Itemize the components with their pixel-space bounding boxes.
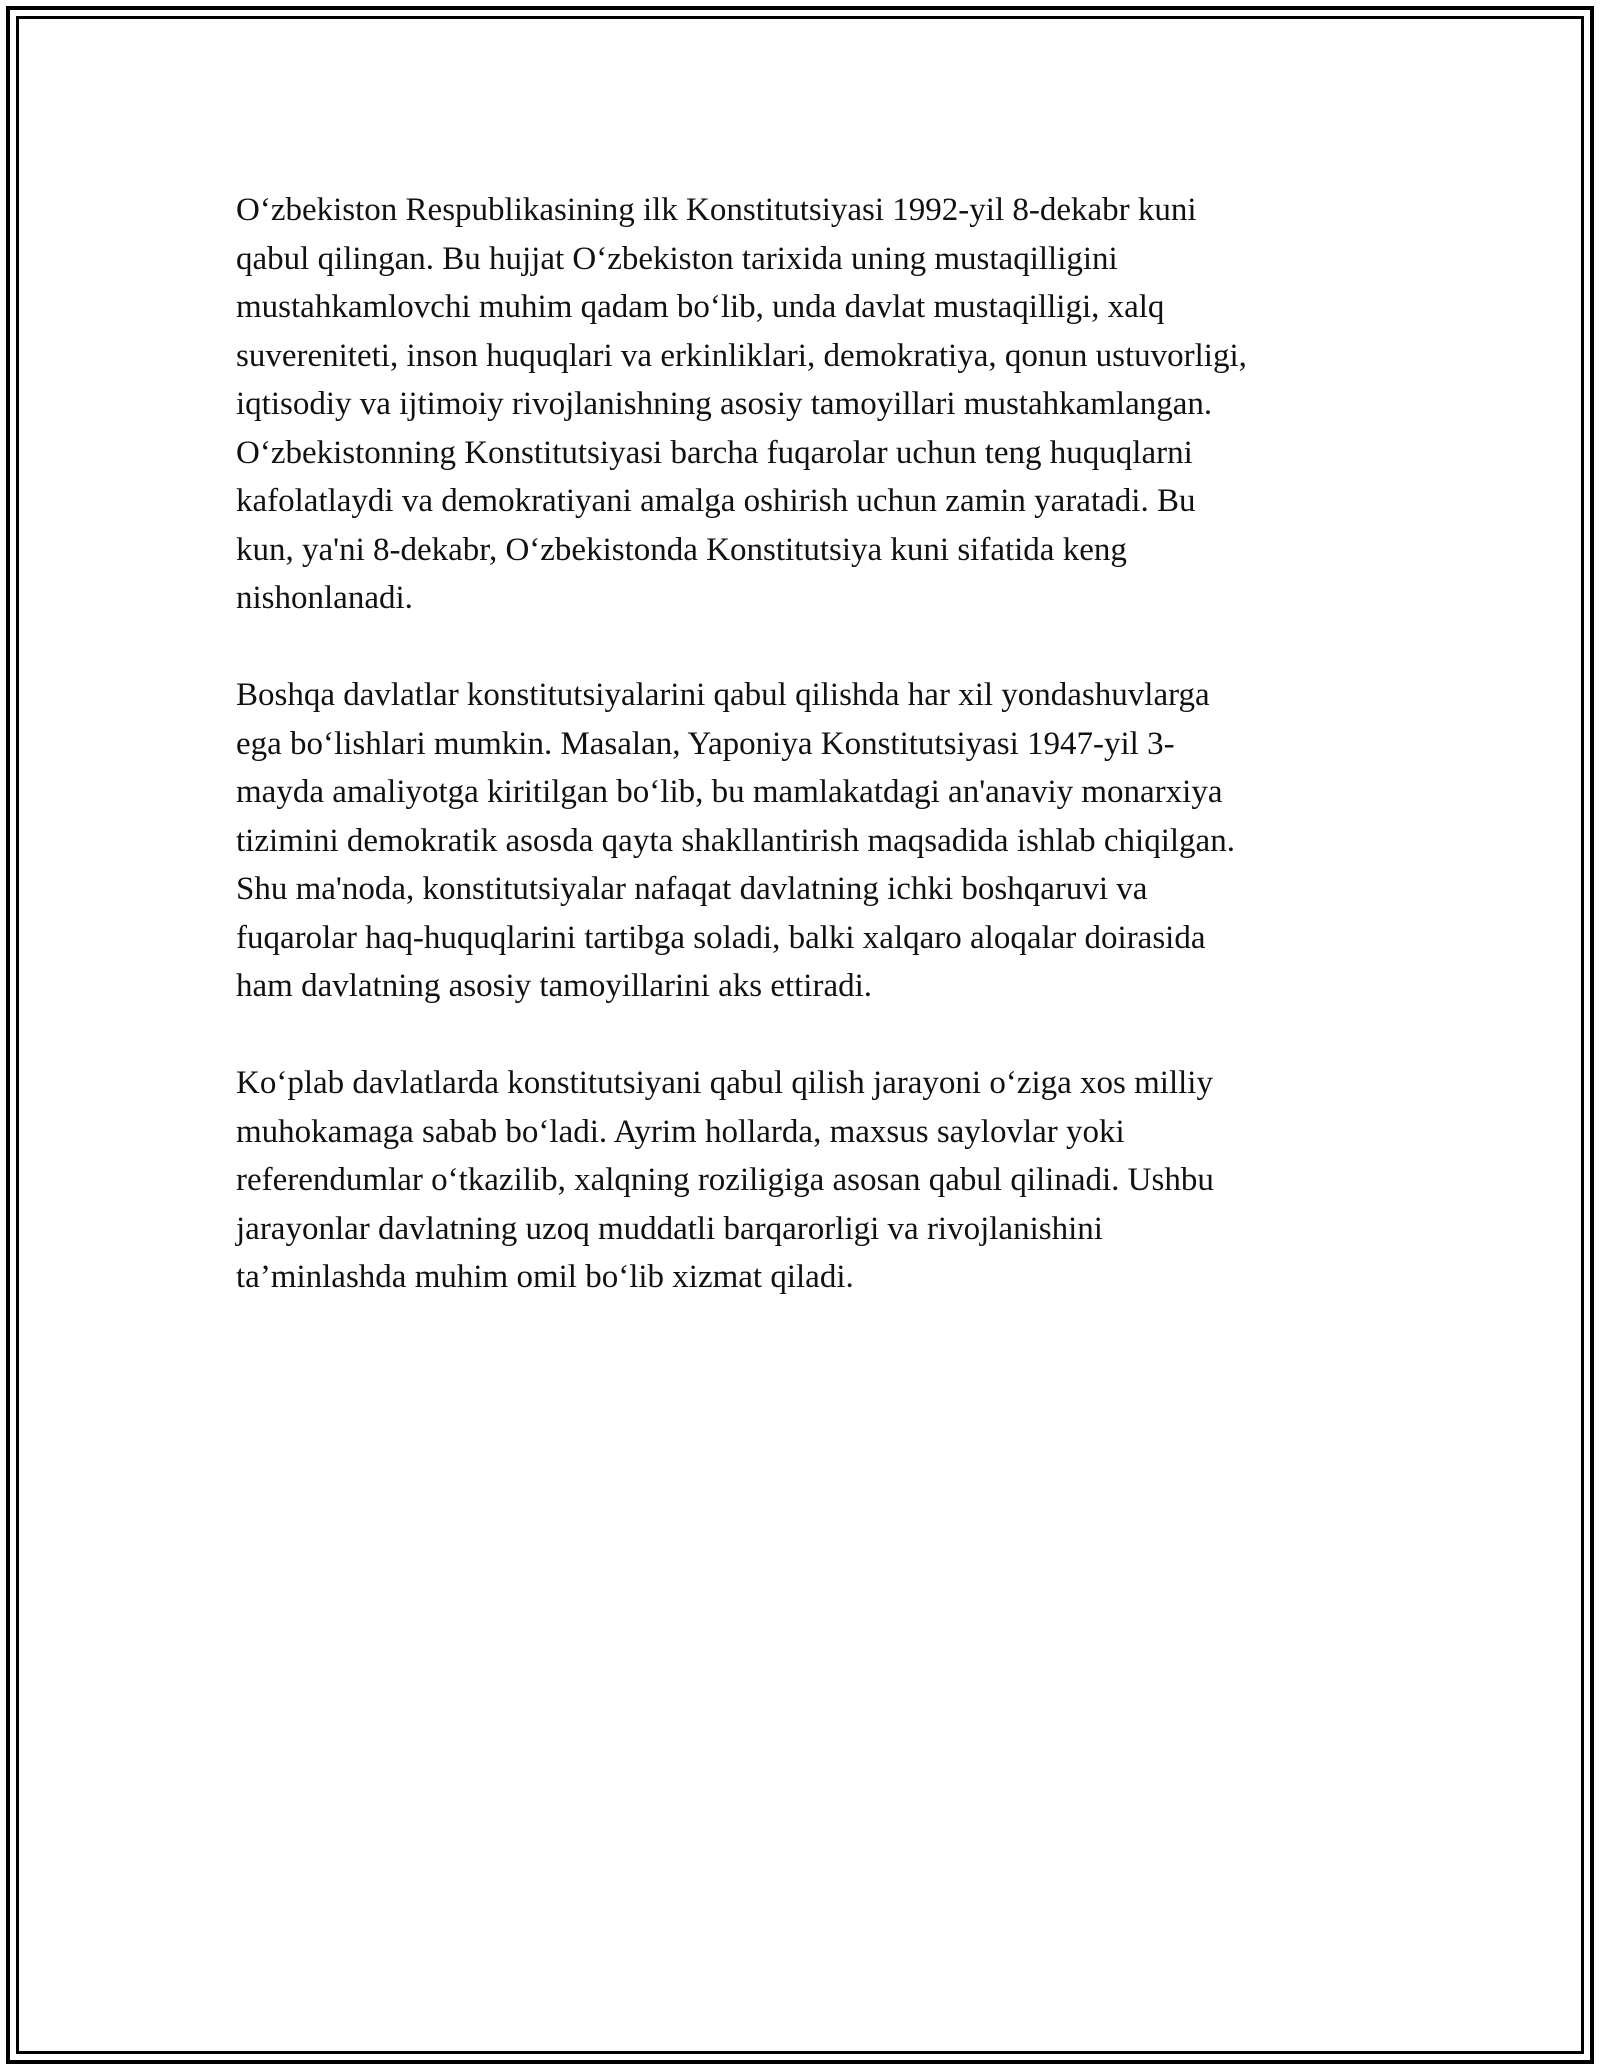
document-body — [236, 186, 1376, 1350]
paragraph-other-constitutions: Boshqa davlatlar konstitutsiyalarini qabul qilishda har xil yondashuvlarga ega bo‘lishlari mumkin. Masalan, Yaponiya Konstitutsiyasi 1947-yil 3- mayda amaliyotga kiritilgan bo‘lib, bu mamlakatdagi an'anaviy monarxiya tizimini demokratik asosda qayta shakllantirish maqsadida ishlab chiqilgan. Shu ma'noda, konstitutsiyalar nafaqat davlatning ichki boshqaruvi va fuqarolar haq-huquqlarini tartibga soladi, balki xalqaro aloqalar doirasida ham davlatning asosiy tamoyillarini aks ettiradi. — [236, 677, 1235, 1004]
paragraph-constitution-uzbekistan: O‘zbekiston Respublikasining ilk Konstitutsiyasi 1992-yil 8-dekabr kuni qabul qilingan. Bu hujjat O‘zbekiston tarixida uning mustaqilligini mustahkamlovchi muhim qadam bo‘lib, unda davlat mustaqilligi, xalq suvereniteti, inson huquqlari va erkinliklari, demokratiya, qonun ustuvorligi, iqtisodiy va ijtimoiy rivojlanishning asosiy tamoyillari mustahkamlangan. O‘zbekistonning Konstitutsiyasi barcha fuqarolar uchun teng huquqlarni kafolatlaydi va demokratiyani amalga oshirish uchun zamin yaratadi. Bu kun, ya'ni 8-dekabr, O‘zbekistonda Konstitutsiya kuni sifatida keng nishonlanadi. — [236, 192, 1247, 616]
paragraph-adoption-process: Ko‘plab davlatlarda konstitutsiyani qabul qilish jarayoni o‘ziga xos milliy muhokamaga sabab bo‘ladi. Ayrim hollarda, maxsus saylovlar yoki referendumlar o‘tkazilib, xalqning roziligiga asosan qabul qilinadi. Ushbu jarayonlar davlatning uzoq muddatli barqarorligi va rivojlanishini ta’minlashda muhim omil bo‘lib xizmat qiladi. — [236, 1065, 1214, 1295]
